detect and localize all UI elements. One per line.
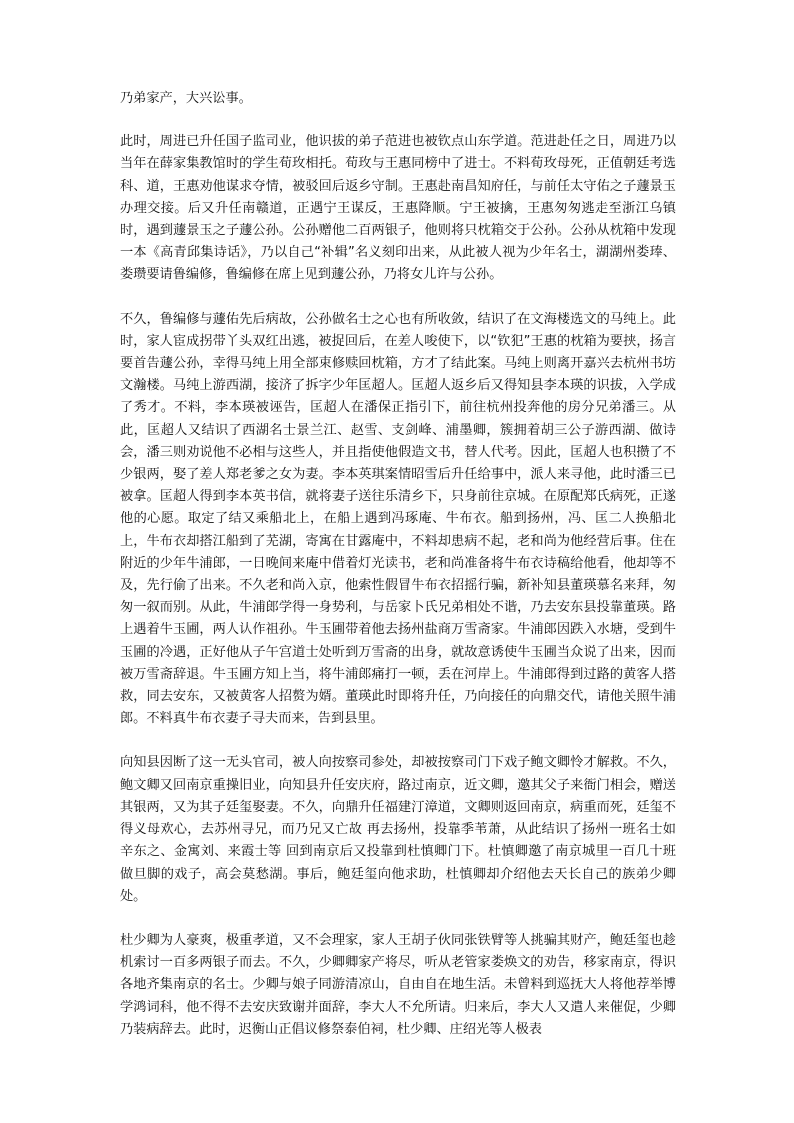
paragraph-zhou-jin: 此时，周进已升任国子监司业，他识拔的弟子范进也被钦点山东学道。范进赴任之日，周进乃以当年在薛家集教馆时的学生荀玫相托。荀玫与王惠同榜中了进士。不料荀玫母死，正值朝廷考选科、道，王惠劝他谋求夺情，被驳回后返乡守制。王惠赴南昌知府任，与前任太守佑之子蘧景玉办理交接。后又升任南赣道，正遇宁王谋反，王惠降顺。宁王被擒，王惠匆匆逃走至浙江乌镇时，遇到蘧景玉之子蘧公孙。公孙赠他二百两银子，他则将只枕箱交于公孙。公孙从枕箱中发现一本《高青邱集诗话》，乃以自己“补辑”名义刻印出来，从此被人视为少年名士，湖湖州娄琫、娄瓒要请鲁编修，鲁编修在席上见到蘧公孙，乃将女儿许与公孙。 [120, 134, 676, 283]
document-page [120, 88, 676, 1063]
paragraph-ma-chunshang: 不久，鲁编修与蘧佑先后病故，公孙做名士之心也有所收敛，结识了在文海楼选文的马纯上。此时，家人宦成拐带丫头双红出逃，被捉回后，在差人唆使下，以“钦犯”王惠的枕箱为要挟，扬言要首告蘧公孙，幸得马纯上用全部束修赎回枕箱，方才了结此案。马纯上则离开嘉兴去杭州书坊文瀚楼。马纯上游西湖，接济了拆字少年匡超人。匡超人返乡后又得知县李本瑛的识拔，入学成了秀才。不料，李本瑛被诬告，匡超人在潘保正指引下，前往杭州投奔他的房分兄弟潘三。从此，匡超人又结识了西湖名士景兰江、赵雪、支剑峰、浦墨卿，簇拥着胡三公子游西湖、做诗会，潘三则劝说他不必相与这些人，并且指使他假造文书，替人代考。因此，匡超人也积攒了不少银两，娶了差人郑老爹之女为妻。李本英琪案情昭雪后升任给事中，派人来寻他，此时潘三已被拿。匡超人得到李本英书信，就将妻子送往乐清乡下，只身前往京城。在原配郑氏病死，正遂他的心愿。取定了结又乘船北上，在船上遇到冯琢庵、牛布衣。船到扬州，冯、匡二人换船北上，牛布衣却搭江船到了芜湖，寄寓在甘露庵中，不料却患病不起，老和尚为他经营后事。住在附近的少年牛浦郎，一日晚间来庵中借着灯光读书，老和尚准备将牛布衣诗稿给他看，他却等不及，先行偷了出来。不久老和尚入京，他索性假冒牛布衣招摇行骗，新补知县董瑛慕名来拜，匆匆一叙而别。从此，牛浦郎学得一身势利，与岳家卜氏兄弟相处不谐，乃去安东县投靠董瑛。路上遇着牛玉圃，两人认作祖孙。牛玉圃带着他去扬州盐商万雪斋家。牛浦郎因跌入水塘，受到牛玉圃的冷遇，正好他从子午宫道士处听到万雪斋的出身，就故意诱使牛玉圃当众说了出来，因而被万雪斋辞退。牛玉圃方知上当，将牛浦郎痛打一顿，丢在河岸上。牛浦郎得到过路的黄客人搭救，同去安东，又被黄客人招赘为婿。董瑛此时即将升任，乃向接任的向鼎交代，请他关照牛浦郎。不料真牛布衣妻子寻夫而来，告到县里。 [120, 311, 676, 727]
paragraph-continuation: 乃弟家产，大兴讼事。 [120, 91, 252, 106]
paragraph-du-shaoqing: 杜少卿为人豪爽，极重孝道，又不会理家，家人王胡子伙同张铁臂等人挑骗其财产，鲍廷玺也趁机索讨一百多两银子而去。不久，少卿卿家产将尽，听从老管家娄焕文的劝告，移家南京，得识各地齐集南京的名士。少卿与娘子同游清凉山，自由自在地生活。未曾料到巡抚大人将他荐举博学鸿词科，他不得不去安庆致谢并面辞，李大人不允所请。归来后，李大人又遣人来催促，少卿乃装病辞去。此时，迟衡山正倡议修祭泰伯祠，杜少卿、庄绍光等人极表 [120, 932, 676, 1037]
paragraph-bao-wenqing: 向知县因断了这一无头官司，被人向按察司参处，却被按察司门下戏子鲍文卿怜才解救。不久，鲍文卿又回南京重操旧业，向知县升任安庆府，路过南京，近文卿，邀其父子来衙门相会，赠送其银两，又为其子廷玺娶妻。不久，向鼎升任福建汀漳道，文卿则返回南京，病重而死，廷玺不得义母欢心，去苏州寻兄，而乃兄又亡故 再去扬州，投靠季苇萧，从此结识了扬州一班名士如辛东之、金寓刘、来霞士等 回到南京后又投靠到杜慎卿门下。杜慎卿邀了南京城里一百几十班做旦脚的戏子，高会莫愁湖。事后，鲍廷玺向他求助，杜慎卿却介绍他去天长自己的族弟少卿处。 [120, 755, 676, 904]
